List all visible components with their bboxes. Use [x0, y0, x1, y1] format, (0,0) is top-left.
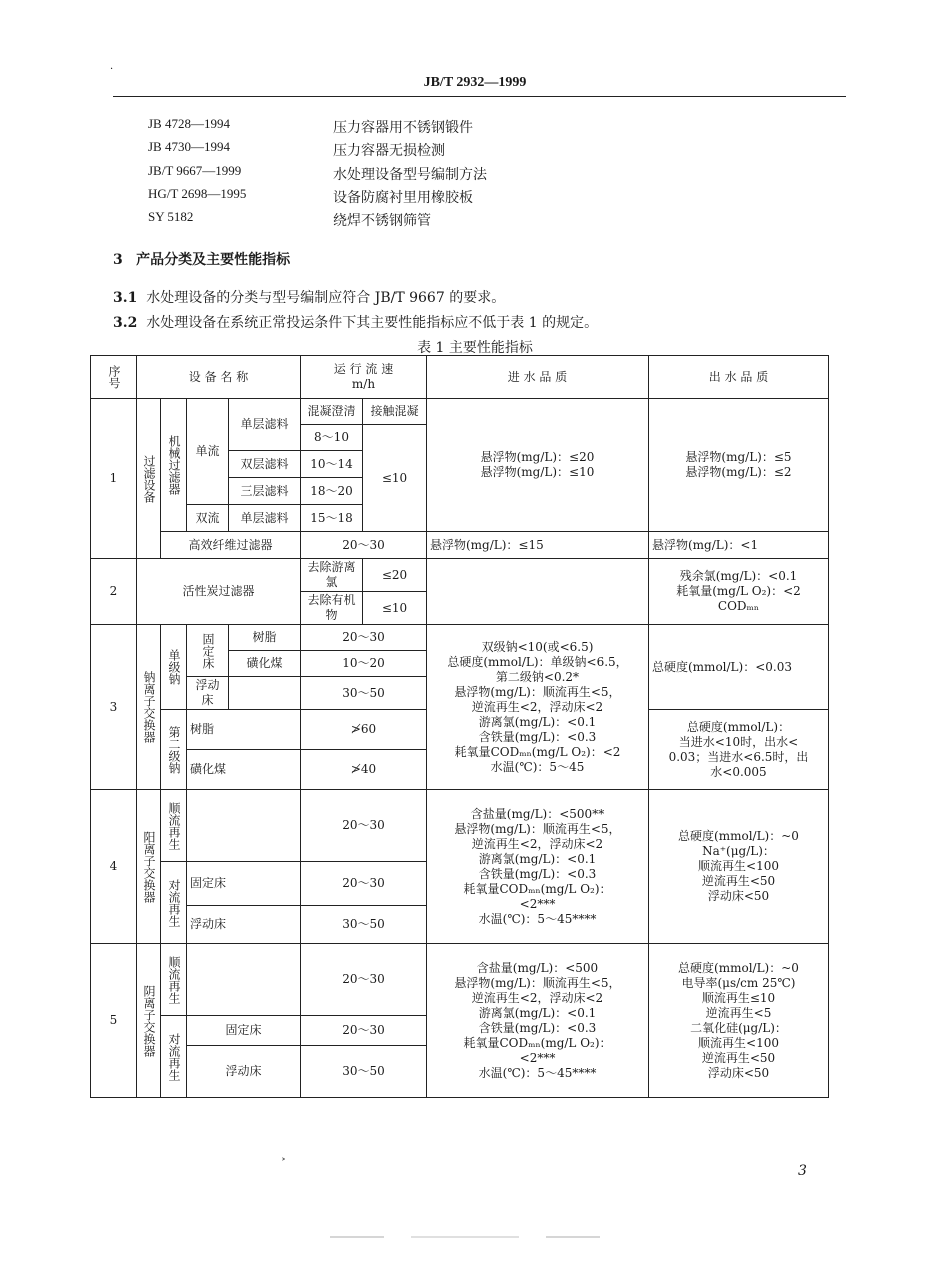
flow-value-cell: 18～20 [301, 478, 363, 505]
table-row [91, 559, 829, 592]
subcategory-cell: 第二级钠 [161, 710, 187, 790]
bed-type-cell: 固定床 [187, 1016, 301, 1046]
bed-type-cell [187, 790, 301, 862]
section-number: 3.2 [113, 315, 138, 331]
inflow-quality-cell: 悬浮物(mg/L)：≤20 悬浮物(mg/L)：≤10 [427, 399, 649, 532]
flow-value-cell: ≯40 [301, 750, 427, 790]
regeneration-cell: 顺流再生 [161, 944, 187, 1016]
ref-name: 设备防腐衬里用橡胶板 [333, 190, 473, 206]
flow-value-cell: 15～18 [301, 505, 363, 532]
scan-artifact-line [330, 1236, 600, 1238]
ref-name: 压力容器无损检测 [333, 143, 445, 159]
subheader-cell: 接触混凝 [363, 399, 427, 425]
flow-value-cell: ≯60 [301, 710, 427, 750]
col-name-header: 设 备 名 称 [137, 356, 301, 399]
flow-value-cell: 30～50 [301, 677, 427, 710]
ref-code: JB/T 9667—1999 [148, 163, 242, 178]
flow-unit: m/h [351, 377, 376, 391]
regeneration-cell: 对流再生 [161, 862, 187, 944]
inflow-quality-cell: 双级钠<10(或<6.5) 总硬度(mmol/L)：单级钠<6.5， 第二级钠<0.2* 悬浮物(mg/L)：顺流再生<5， 逆流再生<2，浮动床<2 游离氯(mg/L)：<0.1 含铁量(mg/L)：<0.3 耗氧量CODₘₙ(mg/L O₂)：<2 水温(℃)：5～45 [427, 625, 649, 790]
flow-label: 运 行 流 速 [333, 362, 394, 376]
table-row [91, 399, 829, 425]
table-row [91, 790, 829, 862]
inflow-quality-cell: 含盐量(mg/L)：<500 悬浮物(mg/L)：顺流再生<5， 逆流再生<2，浮动床<2 游离氯(mg/L)：<0.1 含铁量(mg/L)：<0.3 耗氧量CODₘₙ(mg/L O₂)： <2*** 水温(℃)：5～45**** [427, 944, 649, 1098]
flow-value-cell: 20～30 [301, 532, 427, 559]
seq-cell: 3 [91, 625, 137, 790]
col-out-header: 出 水 品 质 [649, 356, 829, 399]
bed-type-cell: 固定床 [187, 625, 229, 677]
flow-value-cell: 20～30 [301, 1016, 427, 1046]
bed-type-cell [187, 944, 301, 1016]
outflow-quality-cell: 悬浮物(mg/L)：≤5 悬浮物(mg/L)：≤2 [649, 399, 829, 532]
inflow-quality-cell [427, 559, 649, 625]
ref-code: JB 4730—1994 [148, 139, 230, 154]
section-title: 产品分类及主要性能指标 [136, 252, 291, 268]
seq-cell: 2 [91, 559, 137, 625]
outflow-quality-cell: 总硬度(mmol/L)：<0.03 [649, 625, 829, 710]
inflow-quality-cell: 含盐量(mg/L)：<500** 悬浮物(mg/L)：顺流再生<5， 逆流再生<2，浮动床<2 游离氯(mg/L)：<0.1 含铁量(mg/L)：<0.3 耗氧量CODₘₙ(mg/L O₂)： <2*** 水温(℃)：5～45**** [427, 790, 649, 944]
scan-speck: ˃ [281, 1158, 286, 1169]
bed-type-cell: 固定床 [187, 862, 301, 906]
category-cell: 阴离子交换器 [137, 944, 161, 1098]
section-3-2 [113, 312, 598, 332]
media-cell: 树脂 [187, 710, 301, 750]
media-cell: 树脂 [229, 625, 301, 651]
outflow-quality-cell: 总硬度(mmol/L)： 当进水<10时，出水< 0.03；当进水<6.5时，出 水<0.005 [649, 710, 829, 790]
bed-type-cell: 浮动床 [187, 906, 301, 944]
col-flow-header [301, 356, 427, 399]
ref-code: JB 4728—1994 [148, 116, 230, 131]
equipment-name-cell: 活性炭过滤器 [137, 559, 301, 625]
seq-cell: 5 [91, 944, 137, 1098]
category-cell: 钠离子交换器 [137, 625, 161, 790]
outflow-quality-cell: 总硬度(mmol/L)：~0 电导率(μs/cm 25℃) 顺流再生≤10 逆流再生<5 二氧化硅(μg/L)： 顺流再生<100 逆流再生<50 浮动床<50 [649, 944, 829, 1098]
section-text: 水处理设备的分类与型号编制应符合 JB/T 9667 的要求。 [146, 290, 506, 306]
media-cell: 双层滤料 [229, 451, 301, 478]
seq-cell: 4 [91, 790, 137, 944]
ref-code: SY 5182 [148, 209, 194, 224]
flow-value-cell: 20～30 [301, 944, 427, 1016]
section-3-1 [113, 287, 505, 307]
subheader-cell: 混凝澄清 [301, 399, 363, 425]
flow-value-cell: 20～30 [301, 862, 427, 906]
flow-value-cell: 20～30 [301, 625, 427, 651]
flow-value-cell: ≤20 [363, 559, 427, 592]
ref-code: HG/T 2698—1995 [148, 186, 247, 201]
regeneration-cell: 顺流再生 [161, 790, 187, 862]
flow-type-cell: 双流 [187, 505, 229, 532]
subcategory-cell: 机械过滤器 [161, 399, 187, 532]
flow-value-cell: 10～20 [301, 651, 427, 677]
flow-value-cell: 30～50 [301, 906, 427, 944]
subcategory-cell: 单级钠 [161, 625, 187, 710]
purpose-cell: 去除有机物 [301, 592, 363, 625]
category-cell: 过滤设备 [137, 399, 161, 559]
section-text: 水处理设备在系统正常投运条件下其主要性能指标应不低于表 1 的规定。 [146, 315, 599, 331]
ref-name: 水处理设备型号编制方法 [333, 167, 487, 183]
performance-table [90, 355, 829, 1098]
flow-value-cell: 10～14 [301, 451, 363, 478]
flow-value-cell: 30～50 [301, 1046, 427, 1098]
media-cell: 单层滤料 [229, 399, 301, 451]
media-cell: 磺化煤 [229, 651, 301, 677]
page-header: JB/T 2932—1999 [423, 75, 527, 90]
table-caption: 表 1 主要性能指标 [417, 340, 533, 356]
regeneration-cell: 对流再生 [161, 1016, 187, 1098]
media-cell: 磺化煤 [187, 750, 301, 790]
inflow-quality-cell: 悬浮物(mg/L)：≤15 [427, 532, 649, 559]
col-seq-header: 序号 [91, 356, 137, 399]
bed-type-cell: 浮动床 [187, 1046, 301, 1098]
media-cell [229, 677, 301, 710]
flow-value-cell: 8～10 [301, 425, 363, 451]
table-row [91, 944, 829, 1016]
table-row [91, 625, 829, 651]
bed-type-cell: 浮动床 [187, 677, 229, 710]
col-in-header: 进 水 品 质 [427, 356, 649, 399]
section-number: 3.1 [113, 290, 138, 306]
table-header-row [91, 356, 829, 399]
ref-name: 绕焊不锈钢筛管 [333, 213, 431, 229]
table-row [91, 532, 829, 559]
outflow-quality-cell: 总硬度(mmol/L)：~0 Na⁺(μg/L)： 顺流再生<100 逆流再生<50 浮动床<50 [649, 790, 829, 944]
outflow-quality-cell: 残余氯(mg/L)：<0.1 耗氧量(mg/L O₂)：<2 CODₘₙ [649, 559, 829, 625]
section-number: 3 [113, 252, 123, 268]
flow-type-cell: 单流 [187, 399, 229, 505]
page-number: 3 [798, 1163, 807, 1179]
equipment-name-cell: 高效纤维过滤器 [161, 532, 301, 559]
flow-value-cell: ≤10 [363, 425, 427, 532]
section-3-heading [113, 249, 290, 269]
header-rule [113, 96, 846, 97]
outflow-quality-cell: 悬浮物(mg/L)：<1 [649, 532, 829, 559]
purpose-cell: 去除游离氯 [301, 559, 363, 592]
category-cell: 阳离子交换器 [137, 790, 161, 944]
flow-value-cell: ≤10 [363, 592, 427, 625]
media-cell: 三层滤料 [229, 478, 301, 505]
media-cell: 单层滤料 [229, 505, 301, 532]
flow-value-cell: 20～30 [301, 790, 427, 862]
scan-speck: · [110, 64, 114, 75]
ref-name: 压力容器用不锈钢锻件 [333, 120, 473, 136]
seq-cell: 1 [91, 399, 137, 559]
